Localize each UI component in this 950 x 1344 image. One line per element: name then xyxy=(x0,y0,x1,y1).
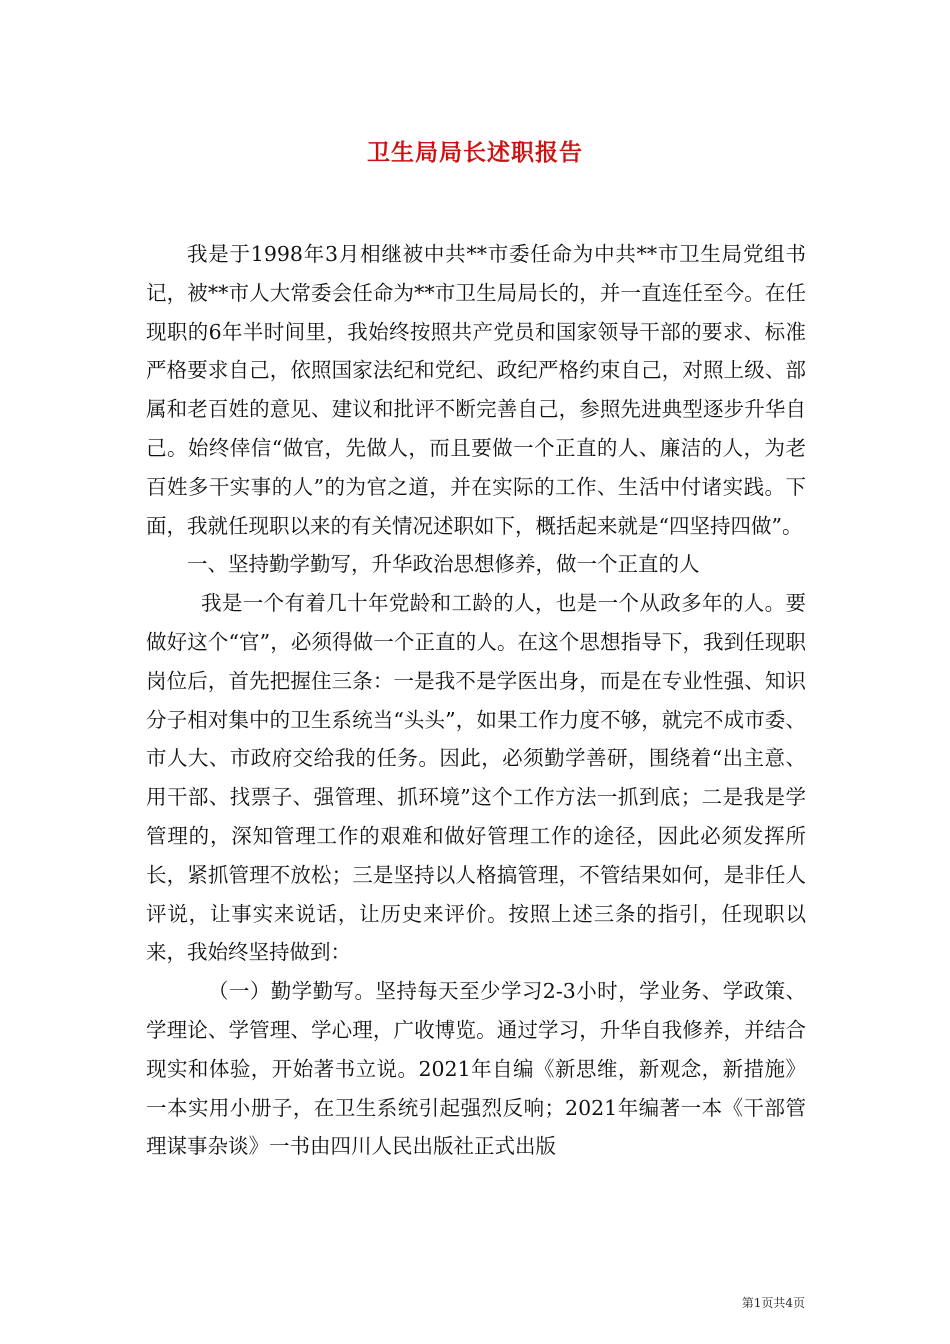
section-heading: 一、坚持勤学勤写，升华政治思想修养，做一个正直的人 xyxy=(187,552,700,577)
page-number: 第1页共4页 xyxy=(741,1296,805,1310)
subsection-paragraph: （一）勤学勤写。坚持每天至少学习2-3小时，学业务、学政策、学理论、学管理、学心理，广收博览。通过学习，升华自我修养，并结合现实和体验，开始著书立说。2021年自编《新思维，新观念，新措施》一本实用小册子，在卫生系统引起强烈反响；2021年编著一本《干部管理谋事杂谈》一书由四川人民出版社正式出版 xyxy=(146,979,806,1159)
document-body xyxy=(146,235,806,1166)
document-title: 卫生局局长述职报告 xyxy=(367,139,583,166)
body-paragraph: 我是一个有着几十年党龄和工龄的人，也是一个从政多年的人。要做好这个“官”，必须得做一个正直的人。在这个思想指导下，我到任现职岗位后，首先把握住三条：一是我不是学医出身，而是在专业性强、知识分子相对集中的卫生系统当“头头”，如果工作力度不够，就完不成市委、市人大、市政府交给我的任务。因此，必须勤学善研，围绕着“出主意、用干部、找票子、强管理、抓环境”这个工作方法一抓到底；二是我是学管理的，深知管理工作的艰难和做好管理工作的途径，因此必须发挥所长，紧抓管理不放松；三是坚持以人格搞管理，不管结果如何，是非任人评说，让事实来说话，让历史来评价。按照上述三条的指引，任现职以来，我始终坚持做到： xyxy=(146,591,806,965)
intro-paragraph: 我是于1998年3月相继被中共**市委任命为中共**市卫生局党组书记，被**市人大常委会任命为**市卫生局局长的，并一直连任至今。在任现职的6年半时间里，我始终按照共产党员和国家领导干部的要求、标准严格要求自己，依照国家法纪和党纪、政纪严格约束自己，对照上级、部属和老百姓的意见、建议和批评不断完善自己，参照先进典型逐步升华自己。始终倖信“做官，先做人，而且要做一个正直的人、廉洁的人，为老百姓多干实事的人”的为官之道，并在实际的工作、生活中付诸实践。下面，我就任现职以来的有关情况述职如下，概括起来就是“四坚持四做”。 xyxy=(146,242,806,538)
